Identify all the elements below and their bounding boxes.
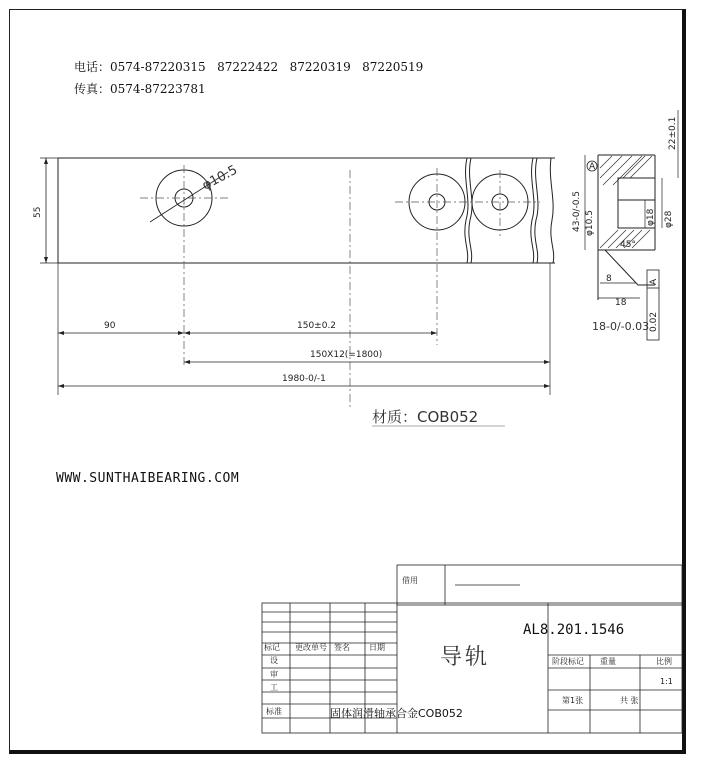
material-note: 材质：COB052: [372, 408, 479, 426]
dim-length-label: 1980-0/-1: [282, 374, 326, 384]
tb-label-change-no: 更改单号: [295, 643, 327, 652]
rail-outline: [58, 158, 555, 263]
tb-sheet-no: 第1张: [562, 696, 584, 705]
datum-letter: A: [589, 162, 596, 172]
dim-18b-label: 18: [615, 298, 627, 308]
section-hatch: [600, 156, 652, 248]
dim-45deg-label: 45°: [620, 240, 636, 250]
dim-55-label: 55: [33, 206, 43, 218]
tb-label-process: 工: [270, 683, 278, 692]
part-name: 导轨: [440, 645, 491, 670]
fax-line: 传真：0574-87223781: [74, 82, 206, 96]
section-dim-lines: [585, 110, 678, 298]
dim-10-5-label: φ10.5: [585, 210, 595, 236]
tb-scale-value: 1:1: [660, 677, 673, 686]
tb-label-review: 审: [270, 670, 278, 679]
center-lines: [140, 162, 540, 410]
dim-90-label: 90: [104, 321, 116, 331]
tb-label-design: 设: [270, 656, 278, 665]
tolerance-datum: A: [649, 278, 659, 285]
dim-total-pitch-label: 150X12(=1800): [310, 350, 383, 360]
dim-8-label: 8: [606, 274, 612, 284]
dim-18-label: φ18: [646, 208, 656, 226]
tb-label-standard: 标准: [266, 707, 282, 716]
tb-label-sign: 签名: [334, 643, 350, 652]
hole-diameter-label: φ10.5: [199, 162, 241, 194]
tolerance-value: 0.02: [649, 311, 659, 332]
phone-line: 电话：0574-87220315 87222422 87220319 87220519: [74, 60, 424, 74]
tb-label-scale: 比例: [656, 657, 672, 666]
tb-label-date: 日期: [369, 643, 385, 652]
tb-label-mark: 标记: [264, 643, 280, 652]
dim-28-label: φ28: [664, 210, 674, 228]
tb-label-borrow: 借用: [402, 576, 418, 585]
tb-label-stage: 阶段标记: [552, 657, 584, 666]
dim-22-label: 22±0.1: [668, 116, 678, 150]
dim-pitch-label: 150±0.2: [297, 321, 337, 331]
dim-43-label: 43-0/-0.5: [572, 190, 582, 232]
dim-18-tol-label: 18-0/-0.03: [592, 320, 650, 333]
tb-sheets-total: 共 张: [620, 696, 639, 705]
drawing-number: AL8.201.1546: [523, 622, 625, 638]
section-view: [598, 155, 655, 250]
website-url: WWW.SUNTHAIBEARING.COM: [56, 471, 240, 486]
material-spec: 固体润滑轴承合金COB052: [330, 707, 463, 720]
tb-label-weight: 重量: [600, 657, 616, 666]
